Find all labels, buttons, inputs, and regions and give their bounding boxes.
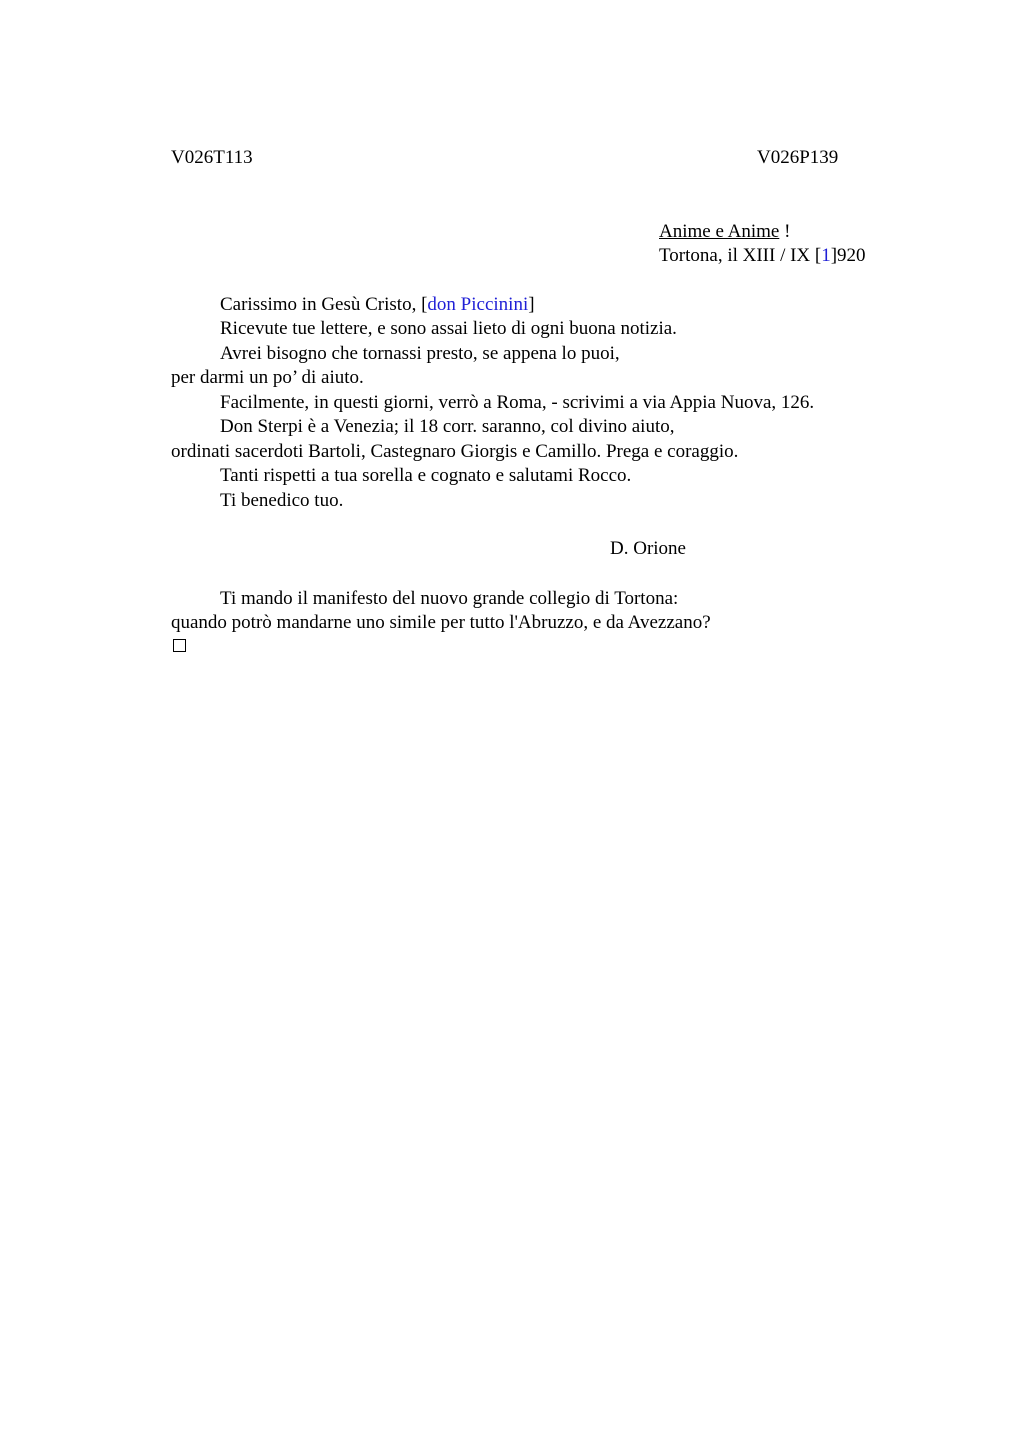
motto-suffix: ! (779, 221, 791, 242)
body-line: Tanti rispetti a tua sorella e cognato e salutami Rocco. (220, 465, 632, 486)
date-bracket-value[interactable]: 1 (821, 245, 831, 266)
body-line: Avrei bisogno che tornassi presto, se appena lo puoi, (220, 343, 620, 364)
motto-line (659, 220, 790, 244)
salutation (220, 293, 535, 317)
body-line: ordinati sacerdoti Bartoli, Castegnaro Giorgis e Camillo. Prega e coraggio. (171, 441, 739, 462)
date-prefix: Tortona, il XIII / IX [ (659, 245, 822, 266)
document-code-left: V026T113 (171, 147, 253, 168)
empty-box-icon (173, 639, 186, 652)
body-line: Ti benedico tuo. (220, 490, 344, 511)
postscript-line: Ti mando il manifesto del nuovo grande collegio di Tortona: (220, 588, 679, 609)
salutation-prefix: Carissimo in Gesù Cristo, [ (220, 294, 428, 315)
body-line: per darmi un po’ di aiuto. (171, 367, 364, 388)
motto: Anime e Anime (659, 221, 780, 242)
date-line (659, 244, 866, 268)
document-code-right: V026P139 (757, 147, 839, 168)
body-line: Ricevute tue lettere, e sono assai lieto di ogni buona notizia. (220, 318, 677, 339)
date-suffix: ]920 (830, 245, 866, 266)
postscript-line: quando potrò mandarne uno simile per tutto l'Abruzzo, e da Avezzano? (171, 612, 711, 633)
signature: D. Orione (610, 538, 686, 559)
body-line: Don Sterpi è a Venezia; il 18 corr. saranno, col divino aiuto, (220, 416, 675, 437)
body-line: Facilmente, in questi giorni, verrò a Roma, - scrivimi a via Appia Nuova, 126. (220, 392, 815, 413)
recipient-link[interactable]: don Piccinini (427, 294, 529, 315)
salutation-suffix: ] (528, 294, 535, 315)
